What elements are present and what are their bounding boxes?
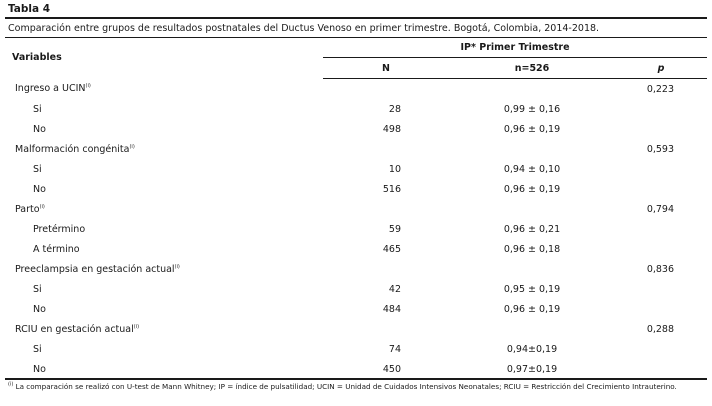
n-cell: 498 [382, 123, 401, 135]
variable-cell [5, 359, 323, 379]
variable-label: Malformación congénita [15, 143, 130, 155]
variable-label: Parto [15, 203, 40, 215]
ip-cell: 0,95 ± 0,19 [503, 283, 561, 295]
variable-label: No [33, 123, 46, 135]
ip-cell: 0,94±0,19 [506, 343, 558, 355]
table-row [5, 279, 707, 299]
variable-cell [5, 99, 323, 119]
p-value-cell: 0,593 [646, 143, 675, 155]
ip-cell: 0,96 ± 0,21 [503, 223, 561, 235]
n-cell [323, 199, 449, 219]
table-row [5, 179, 707, 199]
footnote-marker: (i) [129, 143, 135, 150]
ip-cell [449, 139, 615, 159]
variable-label: Si [33, 163, 42, 175]
ip-cell [449, 199, 615, 219]
variable-cell [5, 339, 323, 359]
ip-cell [449, 319, 615, 339]
p-value-cell [615, 359, 707, 379]
footnote-text: La comparación se realizó con U-test de Mann Whitney; IP = índice de pulsatilidad; UCIN = Unidad de Cuidados Intensivos Neonatales; RCIU = Restricción del Crecimiento Intrauterino. [13, 382, 677, 391]
bottom-rule [5, 378, 707, 380]
variable-cell [5, 259, 323, 279]
variable-label: Preeclampsia en gestación actual [15, 263, 175, 275]
ip-cell: 0,97±0,19 [506, 363, 558, 375]
variable-cell [5, 319, 323, 339]
table-row [5, 119, 707, 139]
n-cell: 10 [388, 163, 401, 175]
variable-cell [5, 139, 323, 159]
variable-label: No [33, 303, 46, 315]
ip-cell [449, 259, 615, 279]
n-cell: 450 [382, 363, 401, 375]
variable-cell [5, 219, 323, 239]
n-cell: 465 [382, 243, 401, 255]
category-row [5, 319, 707, 339]
n-cell [323, 259, 449, 279]
footnote-marker: (i) [174, 263, 180, 270]
p-value-cell [615, 159, 707, 179]
table-row [5, 359, 707, 379]
category-row [5, 79, 707, 100]
table-row [5, 239, 707, 259]
ip-cell: 0,94 ± 0,10 [503, 163, 561, 175]
ip-cell: 0,96 ± 0,19 [503, 123, 561, 135]
n-cell [323, 319, 449, 339]
header-group: IP* Primer Trimestre [323, 37, 707, 58]
header-variables: Variables [12, 52, 62, 64]
ip-cell [449, 79, 615, 100]
p-value-cell [615, 119, 707, 139]
ip-cell: 0,96 ± 0,18 [503, 243, 561, 255]
footnote-marker: (i) [85, 83, 91, 90]
ip-cell: 0,96 ± 0,19 [503, 183, 561, 195]
table-row [5, 339, 707, 359]
variable-cell [5, 299, 323, 319]
variable-label: Pretérmino [33, 223, 86, 235]
table-body [5, 79, 707, 380]
variable-cell [5, 199, 323, 219]
header-ip: n=526 [449, 58, 615, 79]
table-caption: Comparación entre grupos de resultados postnatales del Ductus Venoso en primer trimestre. Bogotá, Colombia, 2014-2018. [8, 23, 600, 34]
variable-label: No [33, 183, 46, 195]
category-row [5, 139, 707, 159]
n-cell [323, 79, 449, 100]
variable-label: Si [33, 103, 42, 115]
p-value-cell: 0,836 [646, 263, 675, 275]
variable-label: No [33, 363, 46, 375]
p-value-cell [615, 279, 707, 299]
category-row [5, 199, 707, 219]
variable-label: Si [33, 283, 42, 295]
header-p: p [615, 58, 707, 79]
n-cell [323, 139, 449, 159]
table-row [5, 299, 707, 319]
variable-cell [5, 239, 323, 259]
n-cell: 484 [382, 303, 401, 315]
n-cell: 59 [388, 223, 401, 235]
top-rule [5, 17, 707, 19]
variable-label: A término [33, 243, 80, 255]
n-cell: 74 [388, 343, 401, 355]
header-n: N [323, 58, 449, 79]
data-table [5, 37, 707, 379]
n-cell: 28 [388, 103, 401, 115]
footnote-marker: (i) [8, 381, 14, 388]
variable-label: Ingreso a UCIN [15, 83, 86, 95]
table-row [5, 99, 707, 119]
p-value-cell: 0,288 [646, 323, 675, 335]
ip-cell: 0,99 ± 0,16 [503, 103, 561, 115]
p-value-cell [615, 239, 707, 259]
p-value-cell [615, 179, 707, 199]
table-row [5, 219, 707, 239]
footnote [8, 382, 708, 392]
table-label: Tabla 4 [8, 3, 51, 15]
footnote-marker: (i) [39, 203, 45, 210]
variable-label: RCIU en gestación actual [15, 323, 134, 335]
p-value-cell [615, 299, 707, 319]
p-value-cell: 0,223 [646, 83, 675, 95]
variable-cell [5, 279, 323, 299]
ip-cell: 0,96 ± 0,19 [503, 303, 561, 315]
p-value-cell: 0,794 [646, 203, 675, 215]
variable-cell [5, 79, 323, 100]
p-value-cell [615, 219, 707, 239]
p-value-cell [615, 339, 707, 359]
variable-cell [5, 179, 323, 199]
variable-label: Si [33, 343, 42, 355]
table-row [5, 159, 707, 179]
p-value-cell [615, 99, 707, 119]
footnote-marker: (i) [133, 323, 140, 330]
n-cell: 516 [382, 183, 401, 195]
n-cell: 42 [388, 283, 401, 295]
category-row [5, 259, 707, 279]
variable-cell [5, 119, 323, 139]
variable-cell [5, 159, 323, 179]
